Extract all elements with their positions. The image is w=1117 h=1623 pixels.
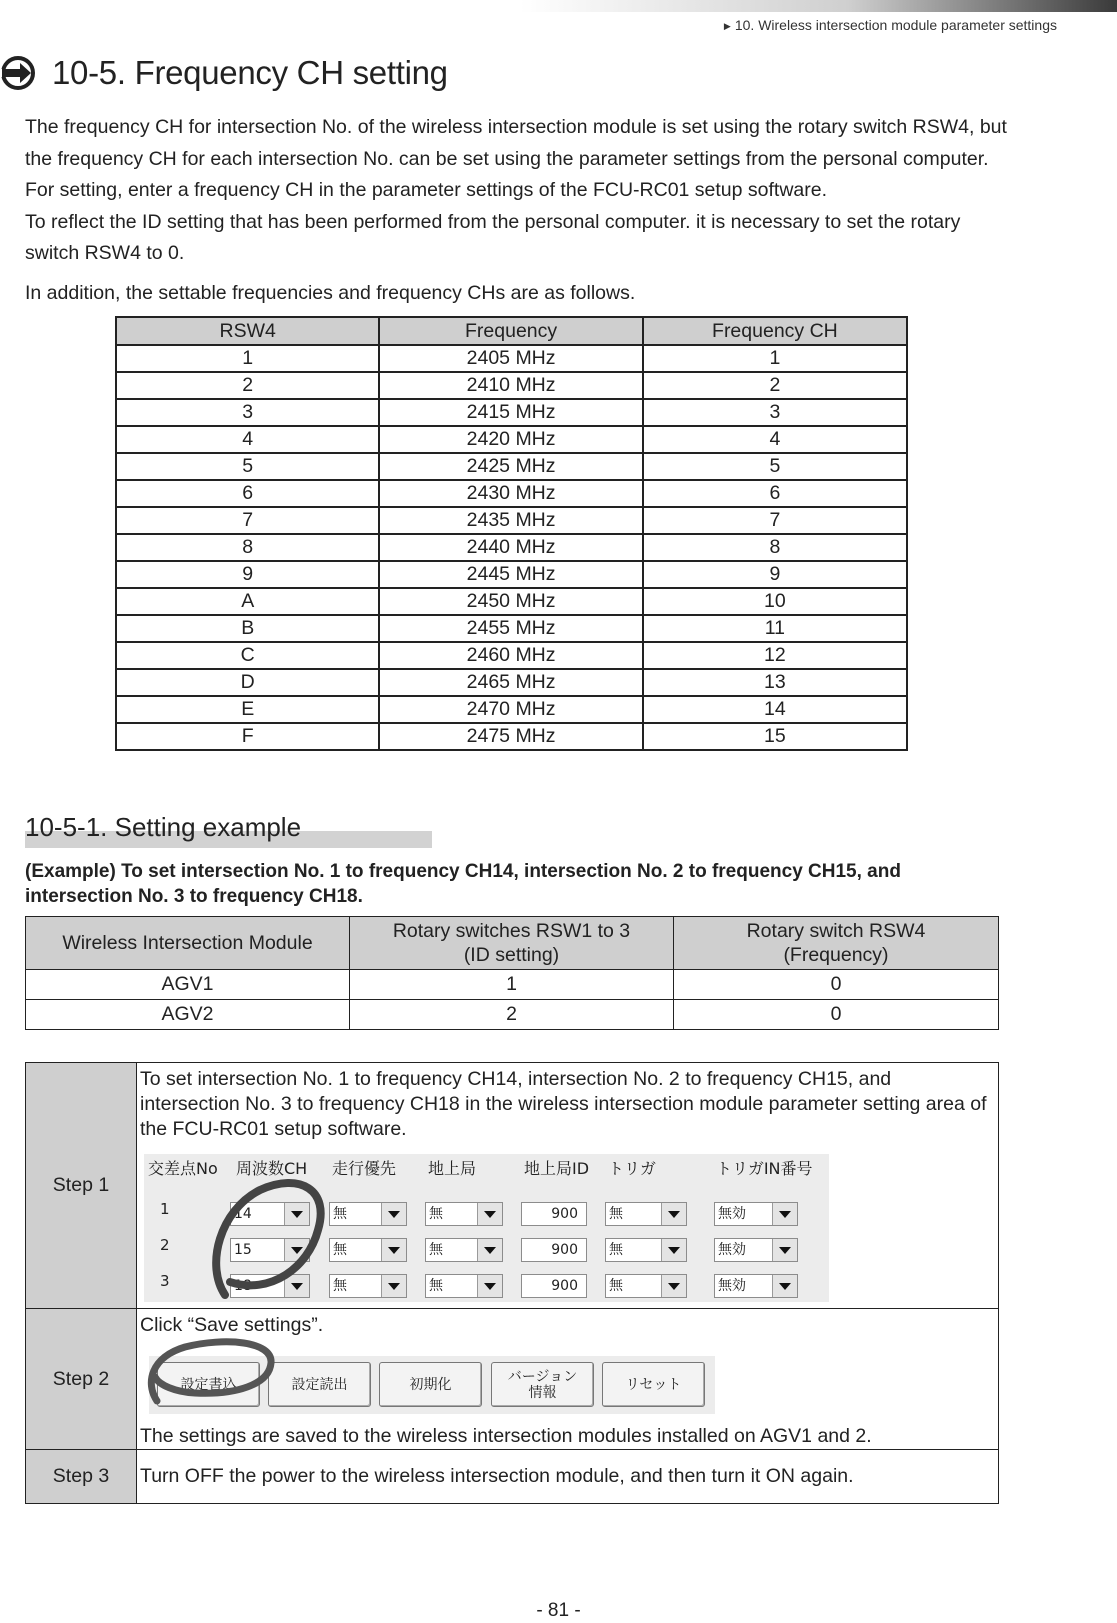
- ground-station-id-input[interactable]: [521, 1238, 587, 1262]
- chevron-down-icon[interactable]: [772, 1203, 797, 1225]
- triangle-icon: ▶: [723, 21, 731, 31]
- frequency-cell: 2450 MHz: [379, 588, 642, 615]
- trigger-select[interactable]: [605, 1202, 687, 1226]
- col-header-rsw4-line1: Rotary switch RSW4: [746, 920, 926, 942]
- col-header-module: Wireless Intersection Module: [26, 917, 350, 970]
- step-3-label: Step 3: [26, 1450, 137, 1504]
- step-1-text: To set intersection No. 1 to frequency CH14, intersection No. 2 to frequency CH15, and intersection No. 3 to frequency CH18 in the wireless intersection module parameter setting area of the FCU-RC01 setup software.: [140, 1068, 987, 1140]
- running-header-text: 10. Wireless intersection module parameter settings: [734, 17, 1057, 33]
- trigger-select[interactable]: [605, 1238, 687, 1262]
- rsw4-cell: E: [116, 696, 379, 723]
- col-header-rsw4-line2: (Frequency): [783, 944, 889, 966]
- frequency-cell: 2425 MHz: [379, 453, 642, 480]
- subsection-title: 10-5-1. Setting example: [25, 812, 302, 842]
- ground-station-select-value: 無: [429, 1242, 443, 1258]
- frequency-table: [115, 316, 908, 751]
- frequency-ch-select-value: 14: [234, 1206, 252, 1222]
- ground-station-select[interactable]: [425, 1238, 503, 1262]
- frequency-ch-cell: 10: [643, 588, 907, 615]
- id-setting-cell: 2: [350, 1000, 674, 1030]
- frequency-ch-select[interactable]: [230, 1202, 310, 1226]
- chevron-down-icon[interactable]: [477, 1239, 502, 1261]
- hdr-frequency-ch: 周波数CH: [236, 1159, 308, 1178]
- rsw4-cell: 7: [116, 507, 379, 534]
- col-header-rsw1-3-line1: Rotary switches RSW1 to 3: [392, 920, 631, 942]
- frequency-cell: 2445 MHz: [379, 561, 642, 588]
- intro-paragraph-3: To reflect the ID setting that has been performed from the personal computer. it is necessary to set the rotary switch RSW4 to 0.: [25, 210, 961, 264]
- chevron-down-icon[interactable]: [477, 1275, 502, 1297]
- table-row: [116, 453, 907, 480]
- rsw4-cell: 1: [116, 345, 379, 372]
- travel-priority-select[interactable]: [329, 1202, 407, 1226]
- table-row: [116, 507, 907, 534]
- rsw4-cell: A: [116, 588, 379, 615]
- page-number: - 81 -: [536, 1600, 581, 1621]
- table-row: [116, 615, 907, 642]
- frequency-ch-cell: 11: [643, 615, 907, 642]
- step-3-text: Turn OFF the power to the wireless intersection module, and then turn it ON again.: [140, 1465, 854, 1487]
- rsw4-cell: 4: [116, 426, 379, 453]
- version-info-line1: バージョン: [507, 1368, 578, 1385]
- step-2-result-text: The settings are saved to the wireless intersection modules installed on AGV1 and 2.: [140, 1425, 872, 1447]
- frequency-ch-cell: 1: [643, 345, 907, 372]
- rsw4-cell: F: [116, 723, 379, 750]
- version-info-line2: 情報: [528, 1384, 557, 1401]
- intersection-number: 1: [160, 1200, 170, 1218]
- trigger-select-value: 無: [609, 1242, 623, 1258]
- frequency-switch-cell: 0: [674, 1000, 999, 1030]
- section-heading: [0, 54, 448, 92]
- id-setting-cell: 1: [350, 970, 674, 1000]
- rsw4-cell: 2: [116, 372, 379, 399]
- intro-paragraph-1: The frequency CH for intersection No. of the wireless intersection module is set using the rotary switch RSW4, but the frequency CH for each intersection No. can be set using the parameter settings from the personal computer.: [25, 116, 1007, 170]
- circle-arrow-icon: [0, 55, 36, 91]
- col-header-rsw1-3: [350, 917, 674, 970]
- chevron-down-icon[interactable]: [661, 1275, 686, 1297]
- table-row: [116, 426, 907, 453]
- frequency-ch-cell: 9: [643, 561, 907, 588]
- running-header: [724, 17, 1057, 33]
- ground-station-id-input[interactable]: [521, 1202, 587, 1226]
- trigger-in-select-value: 無効: [718, 1278, 746, 1294]
- frequency-cell: 2430 MHz: [379, 480, 642, 507]
- chevron-down-icon[interactable]: [284, 1275, 309, 1297]
- frequency-ch-cell: 3: [643, 399, 907, 426]
- hdr-ground-station-id: 地上局ID: [524, 1159, 590, 1178]
- trigger-select-value: 無: [609, 1278, 623, 1294]
- frequency-ch-select-value: 18: [234, 1278, 252, 1294]
- table-row: [26, 1000, 999, 1030]
- parameter-settings-screenshot: [144, 1154, 829, 1302]
- col-header-frequency-ch: Frequency CH: [643, 317, 907, 345]
- ground-station-id-input[interactable]: [521, 1274, 587, 1298]
- ground-station-select-value: 無: [429, 1278, 443, 1294]
- hdr-trigger: トリガ: [608, 1159, 656, 1178]
- frequency-cell: 2465 MHz: [379, 669, 642, 696]
- step-2-label: Step 2: [26, 1309, 137, 1450]
- rsw4-cell: 6: [116, 480, 379, 507]
- frequency-switch-cell: 0: [674, 970, 999, 1000]
- intro-paragraph-4: In addition, the settable frequencies and frequency CHs are as follows.: [25, 281, 636, 304]
- step-2-cell: [137, 1309, 999, 1450]
- rsw4-cell: 8: [116, 534, 379, 561]
- rsw4-cell: 5: [116, 453, 379, 480]
- frequency-ch-cell: 8: [643, 534, 907, 561]
- chevron-down-icon[interactable]: [381, 1203, 406, 1225]
- module-cell: AGV2: [26, 1000, 350, 1030]
- step-1-cell: [137, 1063, 999, 1309]
- steps-table: [25, 1062, 999, 1504]
- frequency-cell: 2420 MHz: [379, 426, 642, 453]
- ground-station-select[interactable]: [425, 1202, 503, 1226]
- chevron-down-icon[interactable]: [284, 1239, 309, 1261]
- reset-button[interactable]: リセット: [602, 1362, 705, 1407]
- hdr-intersection-no: 交差点No: [148, 1159, 218, 1178]
- table-row: [116, 345, 907, 372]
- hdr-trigger-in-no: トリガIN番号: [716, 1159, 813, 1178]
- frequency-cell: 2410 MHz: [379, 372, 642, 399]
- frequency-ch-cell: 13: [643, 669, 907, 696]
- ground-station-id-input-value: 900: [551, 1278, 578, 1294]
- travel-priority-select-value: 無: [333, 1278, 347, 1294]
- chevron-down-icon[interactable]: [477, 1203, 502, 1225]
- step-1-label: Step 1: [26, 1063, 137, 1309]
- step-3-cell: [137, 1450, 999, 1504]
- frequency-cell: 2470 MHz: [379, 696, 642, 723]
- frequency-cell: 2415 MHz: [379, 399, 642, 426]
- chevron-down-icon[interactable]: [661, 1239, 686, 1261]
- frequency-ch-select[interactable]: [230, 1274, 310, 1298]
- travel-priority-select-value: 無: [333, 1206, 347, 1222]
- intro-paragraph-2: For setting, enter a frequency CH in the parameter settings of the FCU-RC01 setup software.: [25, 179, 828, 201]
- section-title: 10-5. Frequency CH setting: [52, 54, 448, 91]
- frequency-ch-cell: 4: [643, 426, 907, 453]
- col-header-rsw1-3-line2: (ID setting): [463, 944, 560, 966]
- frequency-cell: 2460 MHz: [379, 642, 642, 669]
- chevron-down-icon[interactable]: [772, 1275, 797, 1297]
- ground-station-select-value: 無: [429, 1206, 443, 1222]
- save-settings-button[interactable]: 設定書込: [157, 1362, 260, 1407]
- step-2-text: Click “Save settings”.: [140, 1314, 324, 1336]
- intro-text: [25, 112, 1015, 309]
- frequency-cell: 2405 MHz: [379, 345, 642, 372]
- frequency-cell: 2475 MHz: [379, 723, 642, 750]
- ground-station-id-input-value: 900: [551, 1242, 578, 1258]
- frequency-ch-cell: 15: [643, 723, 907, 750]
- read-settings-button[interactable]: 設定読出: [268, 1362, 371, 1407]
- trigger-in-select[interactable]: [714, 1202, 798, 1226]
- travel-priority-select[interactable]: [329, 1274, 407, 1298]
- frequency-cell: 2435 MHz: [379, 507, 642, 534]
- hdr-travel-priority: 走行優先: [332, 1159, 397, 1178]
- trigger-in-select-value: 無効: [718, 1242, 746, 1258]
- table-row: [116, 696, 907, 723]
- table-row: [26, 970, 999, 1000]
- chevron-down-icon[interactable]: [772, 1239, 797, 1261]
- intersection-number: 3: [160, 1272, 170, 1290]
- rsw4-cell: 3: [116, 399, 379, 426]
- frequency-cell: 2455 MHz: [379, 615, 642, 642]
- rsw4-cell: D: [116, 669, 379, 696]
- table-row: [116, 399, 907, 426]
- travel-priority-select[interactable]: [329, 1238, 407, 1262]
- version-info-button[interactable]: [491, 1362, 594, 1407]
- frequency-ch-cell: 7: [643, 507, 907, 534]
- frequency-ch-cell: 6: [643, 480, 907, 507]
- col-header-rsw4: RSW4: [116, 317, 379, 345]
- chevron-down-icon[interactable]: [381, 1239, 406, 1261]
- settings-buttons-screenshot: [149, 1356, 715, 1414]
- frequency-ch-select[interactable]: [230, 1238, 310, 1262]
- intersection-number: 2: [160, 1236, 170, 1254]
- rsw4-cell: 9: [116, 561, 379, 588]
- col-header-frequency: Frequency: [379, 317, 642, 345]
- table-row: [116, 588, 907, 615]
- trigger-select[interactable]: [605, 1274, 687, 1298]
- id-setting-table: [25, 916, 999, 1030]
- table-row: [116, 480, 907, 507]
- table-row: [116, 534, 907, 561]
- rsw4-cell: B: [116, 615, 379, 642]
- initialize-button[interactable]: 初期化: [379, 1362, 482, 1407]
- header-gradient-bar: [520, 0, 1117, 12]
- frequency-ch-cell: 5: [643, 453, 907, 480]
- rsw4-cell: C: [116, 642, 379, 669]
- chevron-down-icon[interactable]: [661, 1203, 686, 1225]
- ground-station-select[interactable]: [425, 1274, 503, 1298]
- frequency-ch-cell: 12: [643, 642, 907, 669]
- frequency-cell: 2440 MHz: [379, 534, 642, 561]
- chevron-down-icon[interactable]: [381, 1275, 406, 1297]
- trigger-in-select[interactable]: [714, 1274, 798, 1298]
- table-row: [116, 372, 907, 399]
- table-row: [116, 561, 907, 588]
- module-cell: AGV1: [26, 970, 350, 1000]
- frequency-ch-cell: 14: [643, 696, 907, 723]
- hdr-ground-station: 地上局: [428, 1159, 477, 1178]
- frequency-ch-cell: 2: [643, 372, 907, 399]
- frequency-ch-select-value: 15: [234, 1242, 252, 1258]
- col-header-rsw4: [674, 917, 999, 970]
- travel-priority-select-value: 無: [333, 1242, 347, 1258]
- example-text: (Example) To set intersection No. 1 to frequency CH14, intersection No. 2 to frequency CH15, and intersection No. 3 to frequency CH18.: [25, 861, 901, 907]
- trigger-in-select-value: 無効: [718, 1206, 746, 1222]
- table-row: [116, 642, 907, 669]
- ground-station-id-input-value: 900: [551, 1206, 578, 1222]
- table-row: [116, 669, 907, 696]
- trigger-select-value: 無: [609, 1206, 623, 1222]
- trigger-in-select[interactable]: [714, 1238, 798, 1262]
- chevron-down-icon[interactable]: [284, 1203, 309, 1225]
- table-row: [116, 723, 907, 750]
